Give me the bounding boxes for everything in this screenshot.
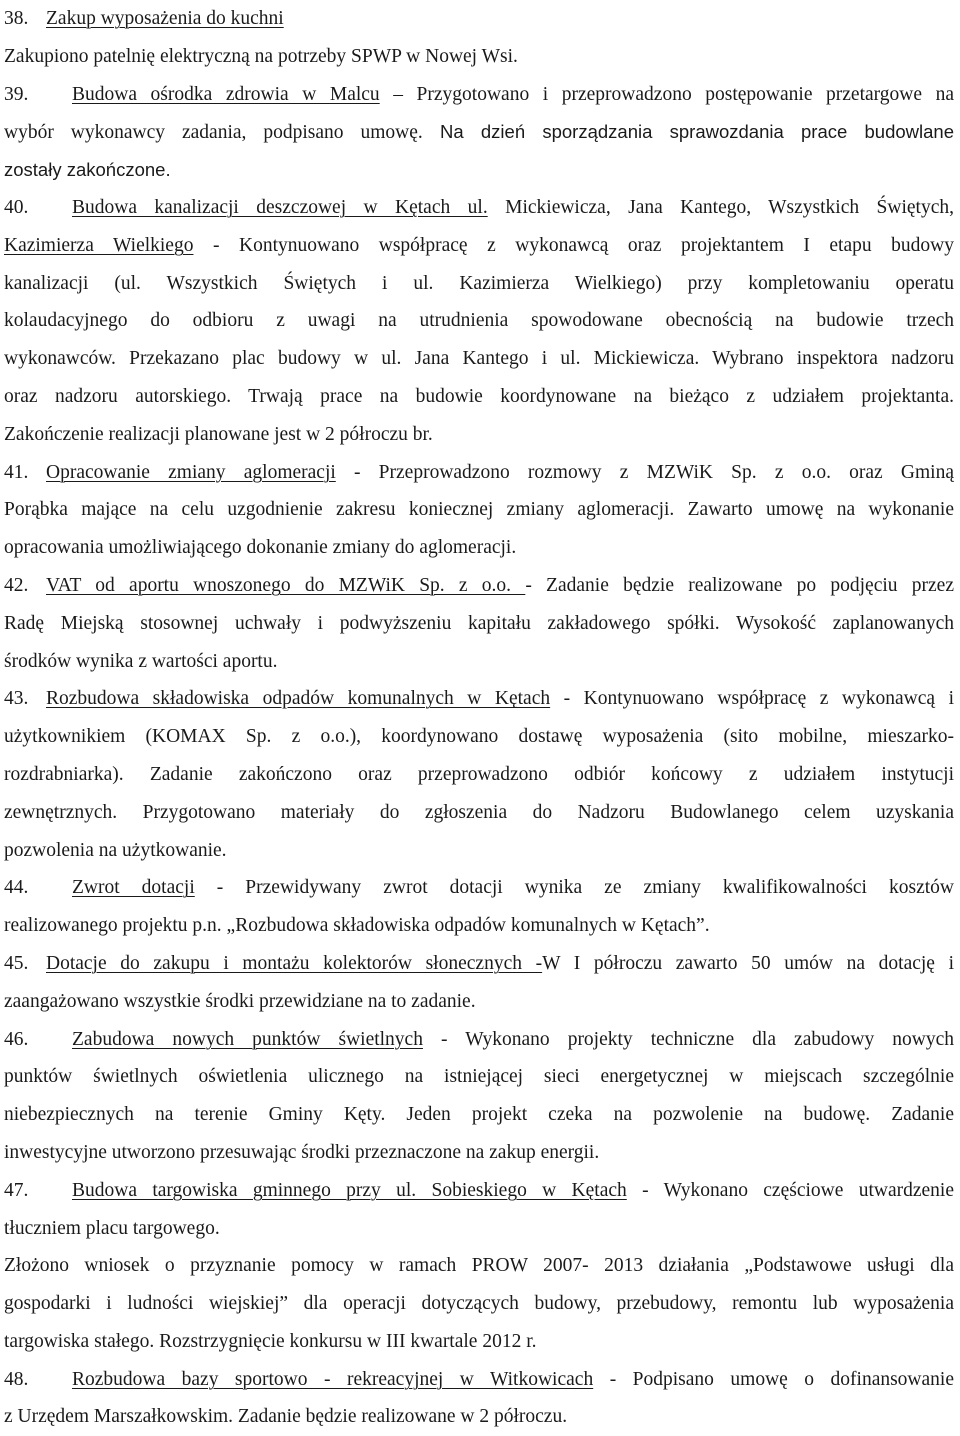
item-number: 42. — [4, 574, 29, 596]
item-title: Rozbudowa składowiska odpadów komunalnych w Kętach — [46, 688, 551, 710]
item-text: - Podpisano umowę o dofinansowanie — [593, 1368, 954, 1390]
item-41-line-2: Porąbka mające na celu uzgodnienie zakresu koniecznej zmiany aglomeracji. Zawarto umowę na wykonanie — [4, 499, 954, 521]
item-47-paragraph-line-1: Złożono wniosek o przyznanie pomocy w ramach PROW 2007- 2013 działania „Podstawowe usługi dla — [4, 1255, 954, 1277]
item-text: - Przeprowadzono rozmowy z MZWiK Sp. z o.o. oraz Gminą — [335, 461, 954, 483]
item-43-line-2: użytkownikiem (KOMAX Sp. z o.o.), koordynowano dostawę wyposażenia (sito mobilne, mieszarko- — [4, 726, 954, 748]
item-text: - Kontynuowano współpracę z wykonawcą oraz projektantem I etapu budowy — [193, 234, 954, 256]
item-38-body: Zakupiono patelnię elektryczną na potrzeby SPWP w Nowej Wsi. — [4, 45, 518, 67]
item-40-line-4: kolaudacyjnego do odbioru z uwagi na utrudnienia spowodowane obecnością na budowie trzech — [4, 310, 954, 332]
item-39-line-3: zostały zakończone. — [4, 159, 171, 181]
item-number: 44. — [4, 877, 29, 899]
item-44-line-2: realizowanego projektu p.n. „Rozbudowa składowiska odpadów komunalnych w Kętach”. — [4, 915, 710, 937]
item-46-line-1 — [4, 1021, 954, 1059]
item-46-line-2: punktów świetlnych oświetlenia ulicznego na istniejącej sieci energetycznej w miejscach szczególnie — [4, 1066, 954, 1088]
item-text: Mickiewicza, Jana Kantego, Wszystkich Świętych, — [487, 196, 954, 218]
item-43-line-3: rozdrabniarka). Zadanie zakończono oraz przeprowadzono odbiór końcowy z udziałem instytucji — [4, 763, 954, 785]
item-38-heading — [4, 0, 954, 38]
item-title: Budowa targowiska gminnego przy ul. Sobieskiego w Kętach — [72, 1179, 627, 1201]
item-41-line-3: opracowania umożliwiającego dokonanie zmiany do aglomeracji. — [4, 537, 517, 559]
item-text: – Przygotowano i przeprowadzono postępowanie przetargowe na — [379, 83, 954, 105]
item-40-line-6: oraz nadzoru autorskiego. Trwają prace na budowie koordynowane na bieżąco z udziałem projektanta. — [4, 385, 954, 407]
item-40-line-5: wykonawców. Przekazano plac budowy w ul. Jana Kantego i ul. Mickiewicza. Wybrano inspektora nadzoru — [4, 348, 954, 370]
item-number: 43. — [4, 688, 29, 710]
item-text: - Wykonano projekty techniczne dla zabudowy nowych — [422, 1028, 954, 1050]
item-39-line-2 — [4, 113, 954, 151]
item-text: - Zadanie będzie realizowane po podjęciu przez — [525, 574, 954, 596]
item-title: Zabudowa nowych punktów świetlnych — [72, 1028, 423, 1050]
item-number: 41. — [4, 461, 29, 483]
item-text: Kazimierza Wielkiego) przy kompletowaniu operatu — [433, 272, 954, 294]
item-title: Budowa ośrodka zdrowia w Malcu — [72, 83, 380, 105]
item-text: - Kontynuowano współpracę z wykonawcą i — [550, 688, 954, 710]
item-40-line-7: Zakończenie realizacji planowane jest w 2 półroczu br. — [4, 423, 433, 445]
item-45-line-1 — [4, 945, 954, 983]
item-43-line-5: pozwolenia na użytkowanie. — [4, 839, 227, 861]
item-title: Budowa kanalizacji deszczowej w Kętach ul. — [72, 196, 488, 218]
item-number: 39. — [4, 83, 29, 105]
item-45-line-2: zaangażowano wszystkie środki przewidziane na to zadanie. — [4, 990, 476, 1012]
item-42-line-1 — [4, 567, 954, 605]
item-42-line-3: środków wynika z wartości aportu. — [4, 650, 278, 672]
item-text: - Wykonano częściowe utwardzenie — [626, 1179, 954, 1201]
item-40-line-2 — [4, 227, 954, 265]
item-number: 40. — [4, 196, 29, 218]
item-40-line-3 — [4, 265, 954, 303]
item-text: Na dzień sporządzania sprawozdania prace budowlane — [422, 121, 954, 143]
item-47-paragraph-line-3: targowiska stałego. Rozstrzygnięcie konkursu w III kwartale 2012 r. — [4, 1330, 537, 1352]
item-number: 45. — [4, 952, 29, 974]
item-47-line-1 — [4, 1172, 954, 1210]
item-title: Zakup wyposażenia do kuchni — [46, 8, 284, 29]
item-title: Kazimierza Wielkiego — [4, 234, 194, 256]
item-text: - Przewidywany zwrot dotacji wynika ze zmiany kwalifikowalności kosztów — [194, 877, 954, 899]
item-47-line-2: tłuczniem placu targowego. — [4, 1217, 220, 1239]
item-46-line-4: inwestycyjne utworzono przesuwając środki przeznaczone na zakup energii. — [4, 1141, 600, 1163]
item-number: 38. — [4, 8, 29, 29]
item-44-line-1 — [4, 869, 954, 907]
item-text: kanalizacji (ul. Wszystkich Świętych i ul. — [4, 272, 434, 294]
item-43-line-4: zewnętrznych. Przygotowano materiały do zgłoszenia do Nadzoru Budowlanego celem uzyskania — [4, 801, 954, 823]
item-47-paragraph-line-2: gospodarki i ludności wiejskiej” dla operacji dotyczących budowy, przebudowy, remontu lub wyposażenia — [4, 1293, 954, 1315]
item-title: Zwrot dotacji — [72, 877, 195, 899]
item-title: VAT od aportu wnoszonego do MZWiK Sp. z o.o. — [46, 574, 526, 596]
item-text: wybór wykonawcy zadania, podpisano umowę. — [4, 122, 423, 144]
item-39-line-1 — [4, 76, 954, 114]
item-title: Opracowanie zmiany aglomeracji — [46, 461, 336, 483]
item-title: Dotacje do zakupu i montażu kolektorów słonecznych - — [46, 952, 543, 974]
item-43-line-1 — [4, 680, 954, 718]
item-42-line-2: Radę Miejską stosownej uchwały i podwyższeniu kapitału zakładowego spółki. Wysokość zaplanowanych — [4, 612, 954, 634]
item-46-line-3: niebezpiecznych na terenie Gminy Kęty. Jeden projekt czeka na pozwolenie na budowę. Zadanie — [4, 1104, 954, 1126]
item-number: 46. — [4, 1028, 29, 1050]
item-41-line-1 — [4, 454, 954, 492]
item-title: Rozbudowa bazy sportowo - rekreacyjnej w Witkowicach — [72, 1368, 594, 1390]
item-text: W I półroczu zawarto 50 umów na dotację i — [542, 952, 954, 974]
item-48-line-2: z Urzędem Marszałkowskim. Zadanie będzie realizowane w 2 półroczu. — [4, 1406, 568, 1428]
item-number: 48. — [4, 1368, 29, 1390]
item-number: 47. — [4, 1179, 29, 1201]
item-40-line-1 — [4, 189, 954, 227]
item-48-line-1 — [4, 1361, 954, 1399]
